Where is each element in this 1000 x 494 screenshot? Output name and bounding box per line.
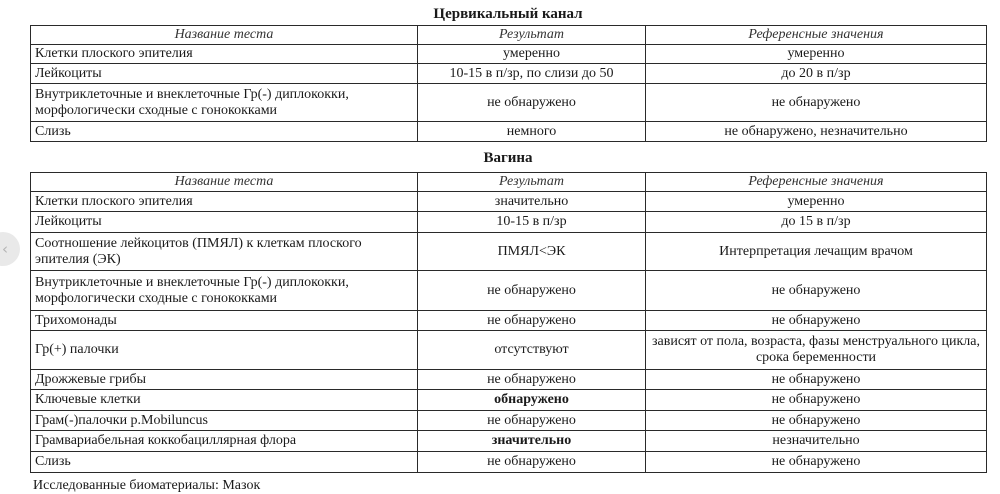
test-name: Трихомонады	[31, 311, 418, 331]
table-row	[31, 331, 987, 370]
table-row	[31, 233, 987, 271]
table-row	[31, 390, 987, 411]
table-row	[31, 84, 987, 122]
table-cervical	[30, 25, 987, 142]
test-name: Слизь	[31, 452, 418, 473]
test-reference: не обнаружено, незначительно	[646, 122, 987, 142]
test-result: отсутствуют	[418, 331, 646, 370]
table-row	[31, 122, 987, 142]
test-name: Слизь	[31, 122, 418, 142]
test-result: 10-15 в п/зр, по слизи до 50	[418, 64, 646, 84]
section-title-cervical: Цервикальный канал	[433, 6, 583, 22]
test-result: ПМЯЛ<ЭК	[418, 233, 646, 271]
test-result: значительно	[418, 192, 646, 212]
test-reference: не обнаружено	[646, 411, 987, 431]
table-row	[31, 452, 987, 473]
test-name: Ключевые клетки	[31, 390, 418, 411]
test-reference: зависят от пола, возраста, фазы менструального цикла, срока беременности	[646, 331, 987, 370]
test-name: Лейкоциты	[31, 212, 418, 233]
test-reference: умеренно	[646, 192, 987, 212]
test-reference: до 20 в п/зр	[646, 64, 987, 84]
test-result: не обнаружено	[418, 84, 646, 122]
table-row	[31, 311, 987, 331]
header-result: Результат	[418, 26, 646, 45]
table-row	[31, 370, 987, 390]
test-reference: до 15 в п/зр	[646, 212, 987, 233]
test-name: Лейкоциты	[31, 64, 418, 84]
test-name: Внутриклеточные и внеклеточные Гр(-) диплококки, морфологически сходные с гонококками	[31, 84, 418, 122]
table-header-row	[31, 173, 987, 192]
test-reference: умеренно	[646, 45, 987, 64]
test-result-flagged: обнаружено	[418, 390, 646, 411]
test-reference: не обнаружено	[646, 370, 987, 390]
test-result: немного	[418, 122, 646, 142]
test-result: не обнаружено	[418, 271, 646, 311]
table-row	[31, 64, 987, 84]
test-name: Соотношение лейкоцитов (ПМЯЛ) к клеткам плоского эпителия (ЭК)	[31, 233, 418, 271]
header-test-name: Название теста	[31, 26, 418, 45]
table-row	[31, 212, 987, 233]
table-row	[31, 192, 987, 212]
table-row	[31, 431, 987, 452]
test-name: Клетки плоского эпителия	[31, 45, 418, 64]
test-result: не обнаружено	[418, 370, 646, 390]
table-row	[31, 45, 987, 64]
test-name: Грам(-)палочки р.Mobiluncus	[31, 411, 418, 431]
test-reference: не обнаружено	[646, 271, 987, 311]
test-result: не обнаружено	[418, 411, 646, 431]
table-row	[31, 411, 987, 431]
test-name: Гр(+) палочки	[31, 331, 418, 370]
test-name: Клетки плоского эпителия	[31, 192, 418, 212]
test-reference: не обнаружено	[646, 452, 987, 473]
section-title-vagina: Вагина	[483, 150, 533, 166]
test-result: не обнаружено	[418, 311, 646, 331]
header-reference: Референсные значения	[646, 26, 987, 45]
scroll-back-button[interactable]	[0, 232, 20, 266]
test-name: Дрожжевые грибы	[31, 370, 418, 390]
header-test-name: Название теста	[31, 173, 418, 192]
chevron-left-icon: ‹	[2, 240, 8, 258]
test-reference: не обнаружено	[646, 311, 987, 331]
test-reference: не обнаружено	[646, 390, 987, 411]
test-reference: Интерпретация лечащим врачом	[646, 233, 987, 271]
biomaterial-note: Исследованные биоматериалы: Мазок	[33, 478, 261, 493]
test-name: Грамвариабельная коккобациллярная флора	[31, 431, 418, 452]
test-result-flagged: значительно	[418, 431, 646, 452]
header-result: Результат	[418, 173, 646, 192]
test-name: Внутриклеточные и внеклеточные Гр(-) диплококки, морфологически сходные с гонококками	[31, 271, 418, 311]
table-row	[31, 271, 987, 311]
table-vagina	[30, 172, 987, 473]
table-header-row	[31, 26, 987, 45]
header-reference: Референсные значения	[646, 173, 987, 192]
test-result: не обнаружено	[418, 452, 646, 473]
test-result: умеренно	[418, 45, 646, 64]
test-reference: незначительно	[646, 431, 987, 452]
test-result: 10-15 в п/зр	[418, 212, 646, 233]
test-reference: не обнаружено	[646, 84, 987, 122]
